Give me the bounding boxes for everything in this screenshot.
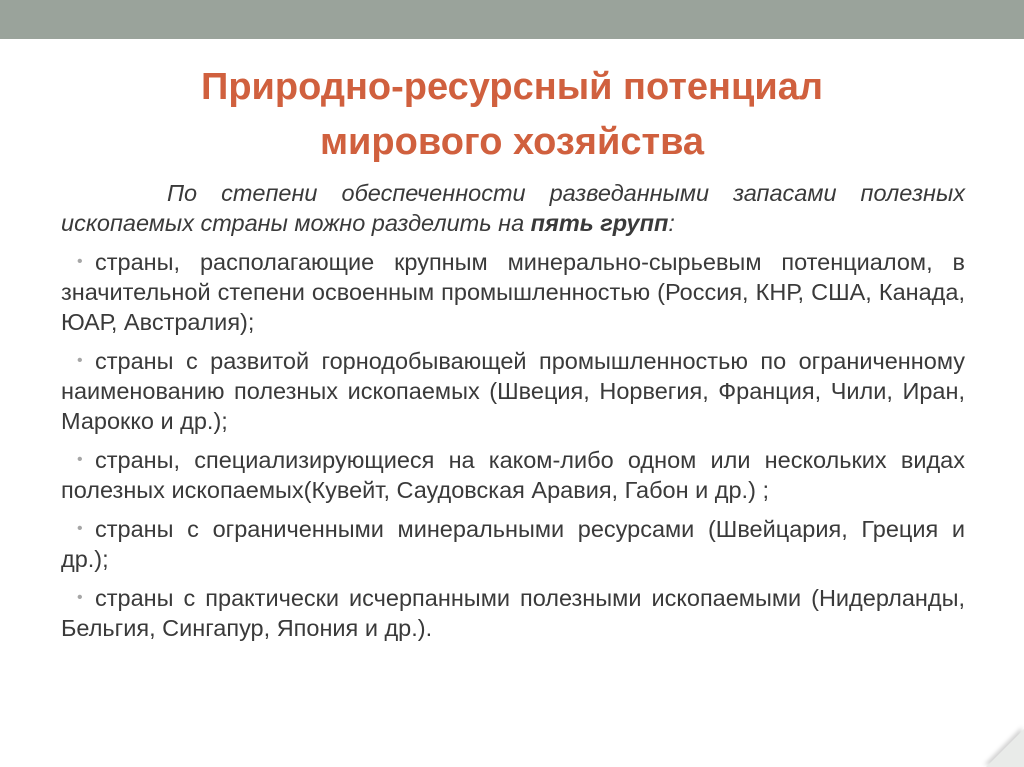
list-item — [61, 514, 965, 574]
list-item — [61, 583, 965, 643]
page-curl — [986, 729, 1024, 767]
list-item-text: страны с развитой горнодобывающей промышленностью по ограниченному наименованию полезных ископаемых (Швеция, Норвегия, Франция, Чили, Иран, Марокко и др.); — [61, 348, 965, 434]
list-item-text: страны, специализирующиеся на каком-либо одном или нескольких видах полезных ископаемых(Кувейт, Саудовская Аравия, Габон и др.) ; — [61, 447, 965, 503]
bullet-icon: • — [77, 451, 83, 468]
intro-paragraph — [61, 178, 965, 238]
bullet-icon: • — [77, 253, 83, 270]
top-bar — [0, 0, 1024, 39]
slide-title — [60, 60, 964, 170]
list-item-text: страны с практически исчерпанными полезными ископаемыми (Нидерланды, Бельгия, Сингапур, Япония и др.). — [61, 585, 965, 641]
intro-text: По степени обеспеченности разведанными запасами полезных ископаемых страны можно разделить на — [61, 180, 965, 236]
bullet-icon: • — [77, 352, 83, 369]
slide-title-line-1: Природно-ресурсный потенциал — [201, 66, 823, 108]
list-item-text: страны с ограниченными минеральными ресурсами (Швейцария, Греция и др.); — [61, 516, 965, 572]
bullet-icon: • — [77, 520, 83, 537]
intro-end: : — [668, 210, 675, 236]
bullet-icon: • — [77, 589, 83, 606]
list-item — [61, 247, 965, 337]
list-item — [61, 346, 965, 436]
groups-list — [61, 247, 965, 643]
list-item-text: страны, располагающие крупным минерально-сырьевым потенциалом, в значительной степени освоенным промышленностью (Россия, КНР, США, Канада, ЮАР, Австралия); — [61, 249, 965, 335]
slide-body — [61, 178, 965, 652]
list-item — [61, 445, 965, 505]
slide-title-line-2: мирового хозяйства — [319, 121, 705, 163]
intro-emphasis: пять групп — [530, 210, 669, 236]
